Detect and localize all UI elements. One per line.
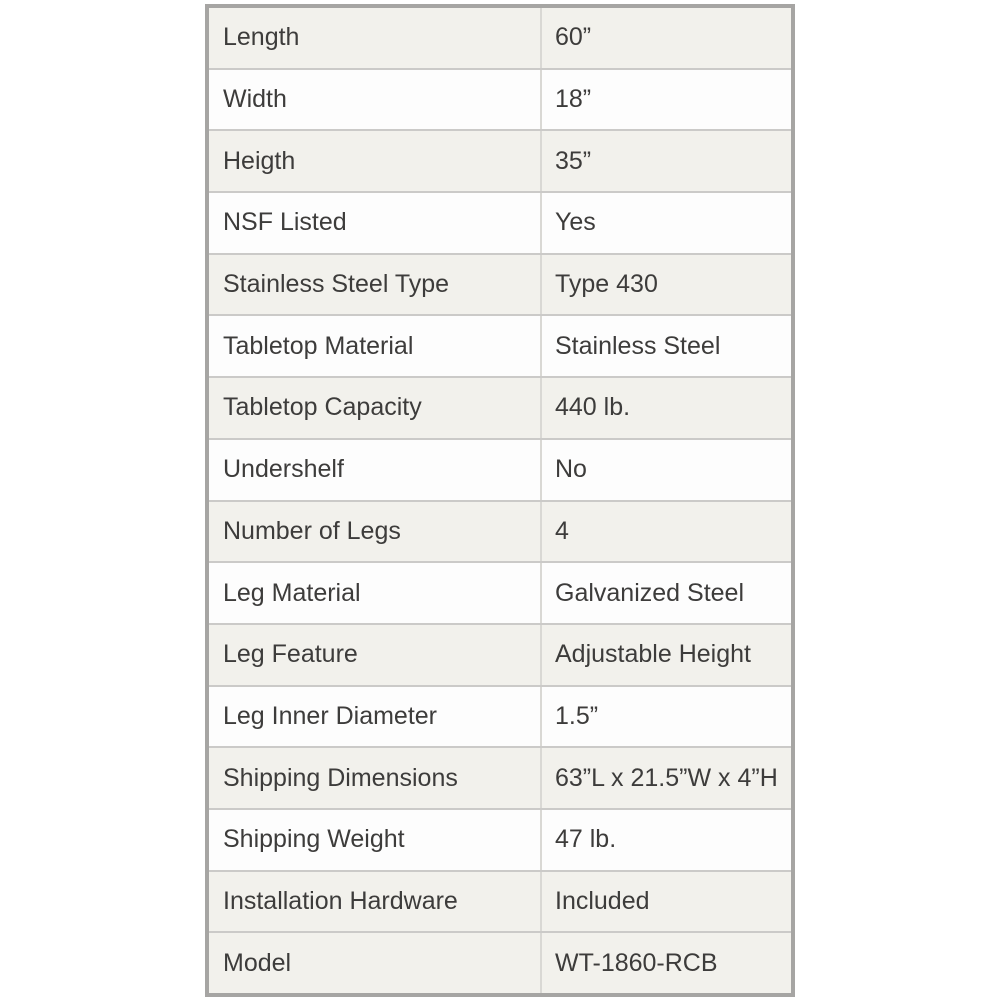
table-row	[209, 746, 791, 808]
spec-value: 4	[555, 516, 569, 545]
table-row	[209, 808, 791, 870]
table-row	[209, 685, 791, 747]
spec-label: Length	[209, 8, 542, 68]
spec-label: Leg Inner Diameter	[209, 687, 542, 747]
spec-value: Stainless Steel	[555, 331, 721, 360]
spec-label: Shipping Weight	[209, 810, 542, 870]
spec-value: Included	[555, 886, 650, 915]
spec-value: 63”L x 21.5”W x 4”H	[555, 763, 778, 792]
spec-label: NSF Listed	[209, 193, 542, 253]
table-row	[209, 438, 791, 500]
table-row	[209, 931, 791, 993]
spec-label: Tabletop Material	[209, 316, 542, 376]
spec-value: 47 lb.	[555, 825, 617, 854]
table-row	[209, 500, 791, 562]
spec-value: 60”	[555, 23, 592, 52]
spec-value: 1.5”	[555, 701, 599, 730]
spec-label: Width	[209, 70, 542, 130]
spec-label: Stainless Steel Type	[209, 255, 542, 315]
spec-label: Number of Legs	[209, 502, 542, 562]
spec-value: 440 lb.	[555, 393, 631, 422]
table-row	[209, 191, 791, 253]
spec-value: Type 430	[555, 270, 658, 299]
spec-value: Yes	[555, 208, 596, 237]
table-row	[209, 623, 791, 685]
table-row	[209, 376, 791, 438]
spec-value: Galvanized Steel	[555, 578, 745, 607]
spec-value: No	[555, 455, 587, 484]
spec-label: Tabletop Capacity	[209, 378, 542, 438]
spec-label: Shipping Dimensions	[209, 748, 542, 808]
spec-label: Heigth	[209, 131, 542, 191]
table-row	[209, 8, 791, 68]
table-row	[209, 68, 791, 130]
spec-table	[205, 4, 795, 997]
table-row	[209, 870, 791, 932]
spec-label: Model	[209, 933, 542, 993]
table-row	[209, 561, 791, 623]
spec-label: Leg Material	[209, 563, 542, 623]
table-row	[209, 314, 791, 376]
table-row	[209, 129, 791, 191]
spec-label: Installation Hardware	[209, 872, 542, 932]
spec-value: WT-1860-RCB	[555, 948, 718, 977]
spec-label: Undershelf	[209, 440, 542, 500]
spec-value: Adjustable Height	[555, 640, 751, 669]
spec-value: 18”	[555, 85, 592, 114]
spec-label: Leg Feature	[209, 625, 542, 685]
table-row	[209, 253, 791, 315]
spec-value: 35”	[555, 146, 592, 175]
